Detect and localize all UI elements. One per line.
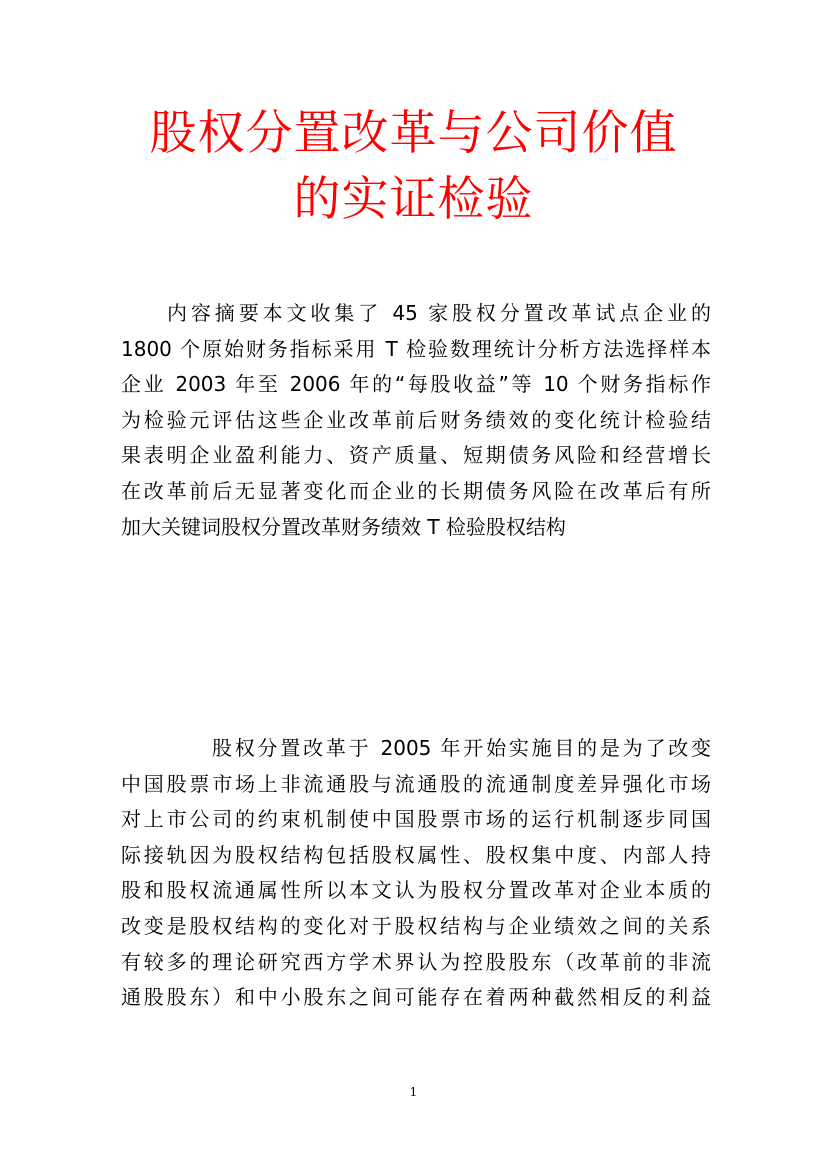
- body-line: 股权分置改革于 2005 年开始实施目的是为了改变: [212, 736, 711, 760]
- body-paragraph: [121, 731, 711, 1016]
- body-line: 对上市公司的约束机制使中国股票市场的运行机制逐步同国: [121, 807, 711, 832]
- abstract-line: 加大关键词股权分置改革财务绩效 T 检验股权结构: [121, 514, 566, 539]
- body-line: 股和股权流通属性所以本文认为股权分置改革对企业本质的: [121, 878, 711, 903]
- document-title-line-1: 股权分置改革与公司价值: [149, 106, 678, 161]
- abstract-line: 1800 个原始财务指标采用 T 检验数理统计分析方法选择样本: [121, 336, 711, 361]
- body-line: 改变是股权结构的变化对于股权结构与企业绩效之间的关系: [121, 913, 711, 938]
- body-line: 有较多的理论研究西方学术界认为控股股东（改革前的非流: [121, 949, 711, 974]
- document-title-line-2: 的实证检验: [293, 172, 534, 227]
- abstract-line: 在改革前后无显著变化而企业的长期债务风险在改革后有所: [121, 478, 711, 503]
- page-number: 1: [409, 1085, 418, 1099]
- abstract-line: 内容摘要本文收集了 45 家股权分置改革试点企业的: [167, 301, 711, 325]
- abstract-line: 果表明企业盈利能力、资产质量、短期债务风险和经营增长: [121, 443, 711, 468]
- body-line: 通股股东）和中小股东之间可能存在着两种截然相反的利益: [121, 985, 711, 1010]
- abstract-line: 为检验元评估这些企业改革前后财务绩效的变化统计检验结: [121, 407, 711, 432]
- body-line: 际接轨因为股权结构包括股权属性、股权集中度、内部人持: [121, 842, 711, 867]
- abstract-paragraph: [121, 296, 711, 545]
- body-line: 中国股票市场上非流通股与流通股的流通制度差异强化市场: [121, 771, 711, 796]
- abstract-line: 企业 2003 年至 2006 年的“每股收益”等 10 个财务指标作: [121, 372, 711, 397]
